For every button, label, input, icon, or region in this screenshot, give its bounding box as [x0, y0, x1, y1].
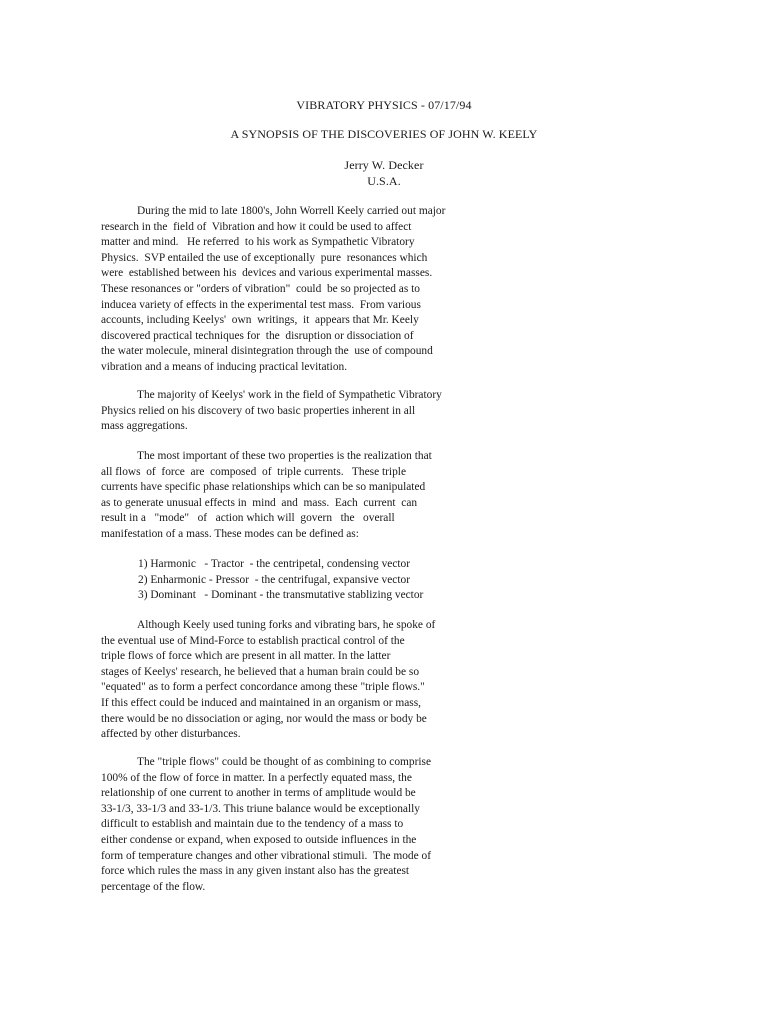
text-line: form of temperature changes and other vibrational stimuli. The mode of [101, 849, 432, 862]
text-line: percentage of the flow. [101, 880, 206, 893]
text-line: The majority of Keelys' work in the field of Sympathetic Vibratory [137, 389, 442, 401]
text-line: During the mid to late 1800's, John Worrell Keely carried out major [137, 205, 446, 217]
text-line: the eventual use of Mind-Force to establish practical control of the [101, 634, 405, 647]
author-name: Jerry W. Decker [344, 158, 424, 172]
text-line: difficult to establish and maintain due to the tendency of a mass to [101, 818, 404, 831]
author-country: U.S.A. [367, 174, 401, 188]
text-line: matter and mind. He referred to his work as Sympathetic Vibratory [101, 236, 415, 249]
text-line: 33-1/3, 33-1/3 and 33-1/3. This triune balance would be exceptionally [101, 802, 420, 815]
text-line: stages of Keelys' research, he believed that a human brain could be so [101, 665, 420, 678]
text-line: currents have specific phase relationships which can be so manipulated [101, 481, 426, 494]
text-line: manifestation of a mass. These modes can be defined as: [101, 527, 359, 540]
list-item: 2) Enharmonic - Pressor - the centrifugal, expansive vector [138, 573, 411, 586]
text-line: force which rules the mass in any given instant also has the greatest [101, 865, 410, 878]
text-line: These resonances or "orders of vibration" could be so projected as to [101, 282, 420, 295]
text-line: discovered practical techniques for the disruption or dissociation of [101, 329, 414, 342]
text-line: triple flows of force which are present in all matter. In the latter [101, 650, 391, 663]
text-line: Although Keely used tuning forks and vibrating bars, he spoke of [137, 619, 436, 631]
text-line: accounts, including Keelys' own writings, it appears that Mr. Keely [101, 314, 419, 327]
text-line: were established between his devices and various experimental masses. [101, 267, 433, 280]
text-line: as to generate unusual effects in mind and mass. Each current can [101, 496, 418, 509]
paragraph-intro [101, 204, 477, 376]
text-line: either condense or expand, when exposed to outside influences in the [101, 833, 417, 846]
text-line: 100% of the flow of force in matter. In a perfectly equated mass, the [101, 771, 412, 784]
text-line: The most important of these two properties is the realization that [137, 450, 432, 462]
paragraph-triple-flows [101, 755, 477, 895]
text-line: Physics relied on his discovery of two basic properties inherent in all [101, 404, 416, 417]
list-item: 1) Harmonic - Tractor - the centripetal, condensing vector [138, 558, 411, 570]
text-line: vibration and a means of inducing practical levitation. [101, 360, 348, 373]
paragraph-mind-force [101, 618, 477, 743]
text-line: Physics. SVP entailed the use of exceptionally pure resonances which [101, 251, 428, 264]
text-line: If this effect could be induced and maintained in an organism or mass, [101, 696, 422, 709]
text-line: inducea variety of effects in the experimental test mass. From various [101, 298, 421, 311]
list-item: 3) Dominant - Dominant - the transmutative stablizing vector [138, 589, 424, 602]
document-title: VIBRATORY PHYSICS - 07/17/94 [296, 98, 472, 112]
text-line: affected by other disturbances. [101, 728, 241, 741]
text-line: the water molecule, mineral disintegration through the use of compound [101, 345, 433, 358]
text-line: research in the field of Vibration and how it could be used to affect [101, 220, 412, 233]
document-subtitle: A SYNOPSIS OF THE DISCOVERIES OF JOHN W. KEELY [230, 127, 538, 141]
text-line: result in a "mode" of action which will govern the overall [101, 512, 395, 525]
modes-list [138, 557, 478, 604]
text-line: there would be no dissociation or aging, nor would the mass or body be [101, 712, 427, 725]
text-line: "equated" as to form a perfect concordance among these "triple flows." [101, 681, 425, 694]
paragraph-majority [101, 388, 477, 435]
text-line: all flows of force are composed of triple currents. These triple [101, 465, 407, 478]
text-line: The "triple flows" could be thought of as combining to comprise [137, 756, 432, 768]
text-line: relationship of one current to another in terms of amplitude would be [101, 787, 416, 800]
paragraph-triple-currents [101, 449, 477, 543]
text-line: mass aggregations. [101, 420, 188, 433]
